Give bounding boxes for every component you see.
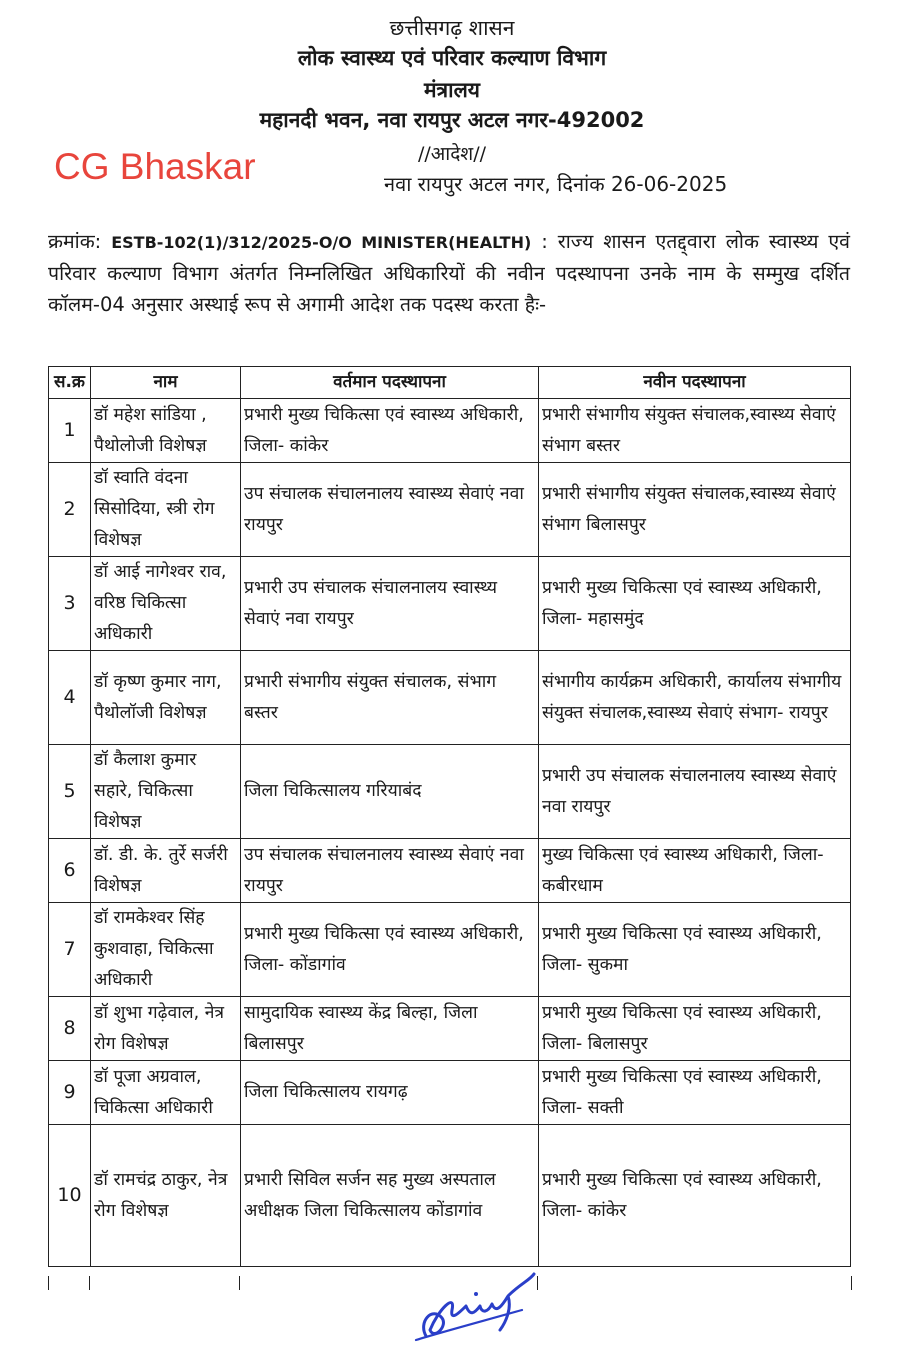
current-posting-cell: उप संचालक संचालनालय स्वास्थ्य सेवाएं नवा रायपुर: [241, 839, 539, 903]
current-posting-cell: प्रभारी मुख्य चिकित्सा एवं स्वास्थ्य अधिकारी, जिला- कांकेर: [241, 399, 539, 463]
table-continuation-divider: [239, 1276, 240, 1290]
table-row: [49, 903, 851, 997]
current-posting-cell: उप संचालक संचालनालय स्वास्थ्य सेवाएं नवा रायपुर: [241, 463, 539, 557]
serial-cell: 6: [49, 839, 91, 903]
name-cell: डॉ कृष्ण कुमार नाग, पैथोलॉजी विशेषज्ञ: [91, 651, 241, 745]
name-cell: डॉ शुभा गढ़ेवाल, नेत्र रोग विशेषज्ञ: [91, 997, 241, 1061]
name-cell: डॉ कैलाश कुमार सहारे, चिकित्सा विशेषज्ञ: [91, 745, 241, 839]
department-name: लोक स्वास्थ्य एवं परिवार कल्याण विभाग: [297, 46, 607, 70]
table-row: [49, 399, 851, 463]
new-posting-cell: प्रभारी संभागीय संयुक्त संचालक,स्वास्थ्य सेवाएं संभाग बस्तर: [539, 399, 851, 463]
current-posting-cell: सामुदायिक स्वास्थ्य केंद्र बिल्हा, जिला बिलासपुर: [241, 997, 539, 1061]
name-cell: डॉ रामचंद्र ठाकुर, नेत्र रोग विशेषज्ञ: [91, 1125, 241, 1267]
serial-cell: 5: [49, 745, 91, 839]
name-cell: डॉ पूजा अग्रवाल, चिकित्सा अधिकारी: [91, 1061, 241, 1125]
header-current-posting: वर्तमान पदस्थापना: [241, 367, 539, 399]
table-continuation-divider: [89, 1276, 90, 1290]
name-cell: डॉ. डी. के. तुर्रे सर्जरी विशेषज्ञ: [91, 839, 241, 903]
header-new-posting: नवीन पदस्थापना: [539, 367, 851, 399]
new-posting-cell: प्रभारी मुख्य चिकित्सा एवं स्वास्थ्य अधिकारी, जिला- सुकमा: [539, 903, 851, 997]
table-row: [49, 463, 851, 557]
new-posting-cell: मुख्य चिकित्सा एवं स्वास्थ्य अधिकारी, जिला- कबीरधाम: [539, 839, 851, 903]
current-posting-cell: प्रभारी संभागीय संयुक्त संचालक, संभाग बस्तर: [241, 651, 539, 745]
serial-cell: 9: [49, 1061, 91, 1125]
new-posting-cell: प्रभारी मुख्य चिकित्सा एवं स्वास्थ्य अधिकारी, जिला- महासमुंद: [539, 557, 851, 651]
ref-number: ESTB-102(1)/312/2025-O/O MINISTER(HEALTH): [111, 233, 532, 252]
order-paragraph: [48, 226, 850, 320]
new-posting-cell: प्रभारी मुख्य चिकित्सा एवं स्वास्थ्य अधिकारी, जिला- सक्ती: [539, 1061, 851, 1125]
table-row: [49, 1125, 851, 1267]
table-row: [49, 997, 851, 1061]
new-posting-cell: प्रभारी मुख्य चिकित्सा एवं स्वास्थ्य अधिकारी, जिला- बिलासपुर: [539, 997, 851, 1061]
header-name: नाम: [91, 367, 241, 399]
current-posting-cell: जिला चिकित्सालय रायगढ़: [241, 1061, 539, 1125]
order-dateline: नवा रायपुर अटल नगर, दिनांक 26-06-2025: [384, 172, 728, 196]
office-address: महानदी भवन, नवा रायपुर अटल नगर-492002: [259, 108, 645, 132]
header-serial: स.क्र: [49, 367, 91, 399]
new-posting-cell: प्रभारी उप संचालक संचालनालय स्वास्थ्य सेवाएं नवा रायपुर: [539, 745, 851, 839]
name-cell: डॉ महेश सांडिया , पैथोलोजी विशेषज्ञ: [91, 399, 241, 463]
table-row: [49, 1061, 851, 1125]
serial-cell: 2: [49, 463, 91, 557]
signature-icon: [412, 1270, 542, 1346]
govt-name: छत्तीसगढ़ शासन: [389, 16, 515, 40]
table-row: [49, 651, 851, 745]
table-row: [49, 557, 851, 651]
serial-cell: 3: [49, 557, 91, 651]
current-posting-cell: प्रभारी उप संचालक संचालनालय स्वास्थ्य सेवाएं नवा रायपुर: [241, 557, 539, 651]
serial-cell: 8: [49, 997, 91, 1061]
order-heading: //आदेश//: [417, 143, 487, 165]
current-posting-cell: जिला चिकित्सालय गरियाबंद: [241, 745, 539, 839]
new-posting-cell: प्रभारी मुख्य चिकित्सा एवं स्वास्थ्य अधिकारी, जिला- कांकेर: [539, 1125, 851, 1267]
ministry-label: मंत्रालय: [423, 78, 480, 102]
serial-cell: 4: [49, 651, 91, 745]
new-posting-cell: प्रभारी संभागीय संयुक्त संचालक,स्वास्थ्य सेवाएं संभाग बिलासपुर: [539, 463, 851, 557]
new-posting-cell: संभागीय कार्यक्रम अधिकारी, कार्यालय संभागीय संयुक्त संचालक,स्वास्थ्य सेवाएं संभाग- रायपुर: [539, 651, 851, 745]
watermark-text: CG Bhaskar: [54, 146, 256, 187]
name-cell: डॉ स्वाति वंदना सिसोदिया, स्त्री रोग विशेषज्ञ: [91, 463, 241, 557]
ref-label: क्रमांक:: [48, 230, 102, 253]
current-posting-cell: प्रभारी सिविल सर्जन सह मुख्य अस्पताल अधीक्षक जिला चिकित्सालय कोंडागांव: [241, 1125, 539, 1267]
posting-table: [48, 366, 851, 1267]
serial-cell: 1: [49, 399, 91, 463]
serial-cell: 10: [49, 1125, 91, 1267]
table-row: [49, 745, 851, 839]
name-cell: डॉ आई नागेश्वर राव, वरिष्ठ चिकित्सा अधिकारी: [91, 557, 241, 651]
current-posting-cell: प्रभारी मुख्य चिकित्सा एवं स्वास्थ्य अधिकारी, जिला- कोंडागांव: [241, 903, 539, 997]
name-cell: डॉ रामकेश्वर सिंह कुशवाहा, चिकित्सा अधिकारी: [91, 903, 241, 997]
table-row: [49, 839, 851, 903]
table-header-row: [49, 367, 851, 399]
serial-cell: 7: [49, 903, 91, 997]
order-text: : राज्य शासन एतद्द्वारा लोक स्वास्थ्य एवं परिवार कल्याण विभाग अंतर्गत निम्नलिखित अधिकारियों की नवीन पदस्थापना उनके नाम के सम्मुख दर्शित कॉलम-04 अनुसार अस्थाई रूप से अगामी आदेश तक पदस्थ करता हैः-: [48, 230, 851, 316]
